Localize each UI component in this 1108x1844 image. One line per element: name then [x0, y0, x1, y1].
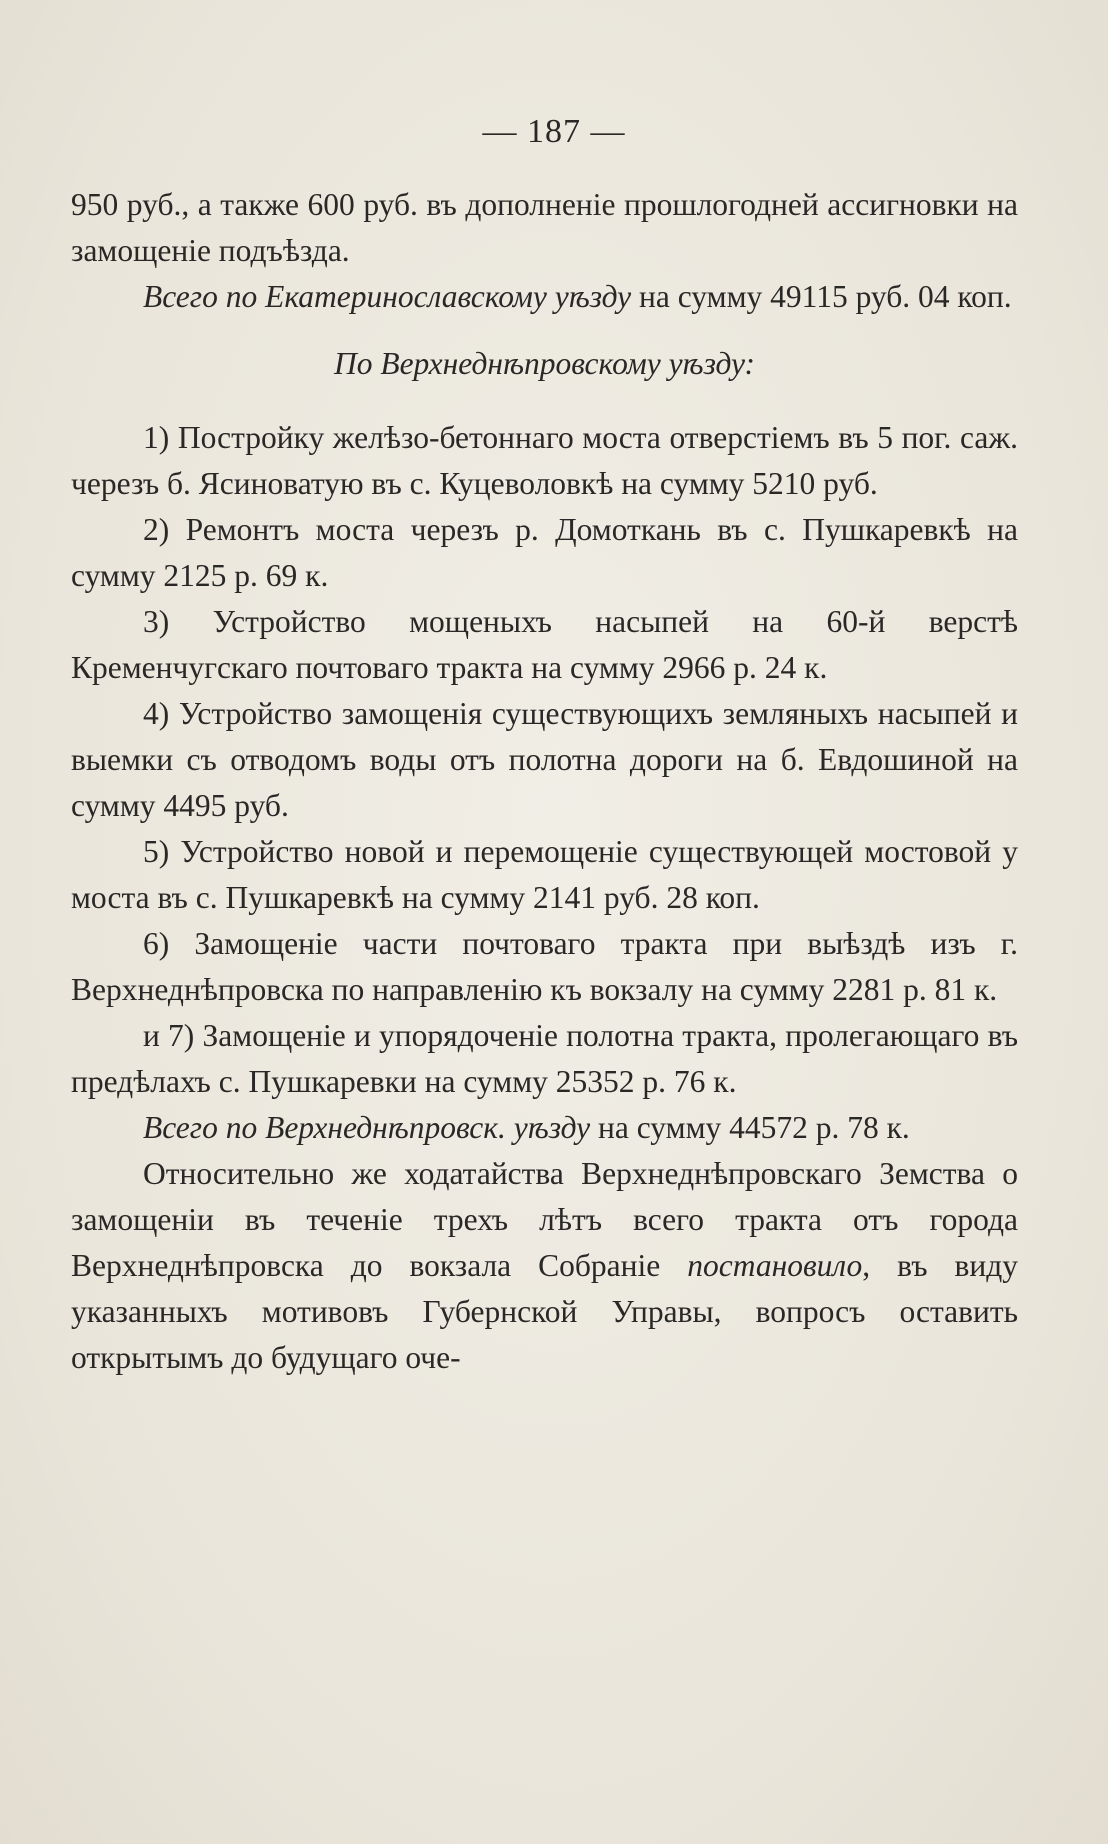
- section-heading: По Верхнеднѣпровскому уѣзду:: [333, 346, 756, 381]
- final-paragraph-emphasis: постановило: [687, 1248, 863, 1283]
- total-verkhnedneprovsk-label: Всего по Верхнеднѣпровск. уѣзду: [143, 1110, 591, 1145]
- list-item-6: 6) Замощеніе части почтоваго тракта при выѣздѣ изъ г. Верхнеднѣпровска по направленію къ вокзалу на сумму 2281 р. 81 к.: [71, 926, 1018, 1007]
- total-ekaterinoslav: [71, 274, 1018, 320]
- list-item-3: 3) Устройство мощеныхъ насыпей на 60-й верстѣ Кременчугскаго почтоваго тракта на сумму 2966 р. 24 к.: [71, 604, 1018, 685]
- body-text: [71, 182, 1018, 1381]
- list-item-1: 1) Постройку желѣзо-бетоннаго моста отверстіемъ въ 5 пог. саж. черезъ б. Ясиноватую въ с. Куцеволовкѣ на сумму 5210 руб.: [71, 420, 1018, 501]
- page-number: — 187 —: [482, 113, 626, 150]
- list-item-2: 2) Ремонтъ моста черезъ р. Домоткань въ с. Пушкаревкѣ на сумму 2125 р. 69 к.: [71, 512, 1018, 593]
- total-ekaterinoslav-amount: на сумму 49115 руб. 04 коп.: [631, 279, 1012, 314]
- list-item-4: 4) Устройство замощенія существующихъ земляныхъ насыпей и выемки съ отводомъ воды отъ полотна дороги на б. Евдошиной на сумму 4495 руб.: [71, 696, 1018, 823]
- total-verkhnedneprovsk: [71, 1105, 1018, 1151]
- paragraph-continuation: 950 руб., а также 600 руб. въ дополненіе прошлогодней ассигновки на замощеніе подъѣзда.: [71, 187, 1018, 268]
- list-item-5: 5) Устройство новой и перемощеніе существующей мостовой у моста въ с. Пушкаревкѣ на сумму 2141 руб. 28 коп.: [71, 834, 1018, 915]
- list-item-7: и 7) Замощеніе и упорядоченіе полотна тракта, пролегающаго въ предѣлахъ с. Пушкаревки на сумму 25352 р. 76 к.: [71, 1018, 1018, 1099]
- final-paragraph-start: Относительно же ходатайства Верхнеднѣпровскаго Земства о замощеніи въ теченіе трехъ лѣтъ всего тракта отъ города Верхнеднѣпровска до вокзала Собраніе: [71, 1156, 1018, 1283]
- final-paragraph-end: , въ виду указанныхъ мотивовъ Губернской Управы, вопросъ оставить открытымъ до будущаго оче-: [71, 1248, 1018, 1375]
- total-ekaterinoslav-label: Всего по Екатеринославскому уѣзду: [143, 279, 632, 314]
- total-verkhnedneprovsk-amount: на сумму 44572 р. 78 к.: [590, 1110, 910, 1145]
- final-paragraph: [71, 1151, 1018, 1381]
